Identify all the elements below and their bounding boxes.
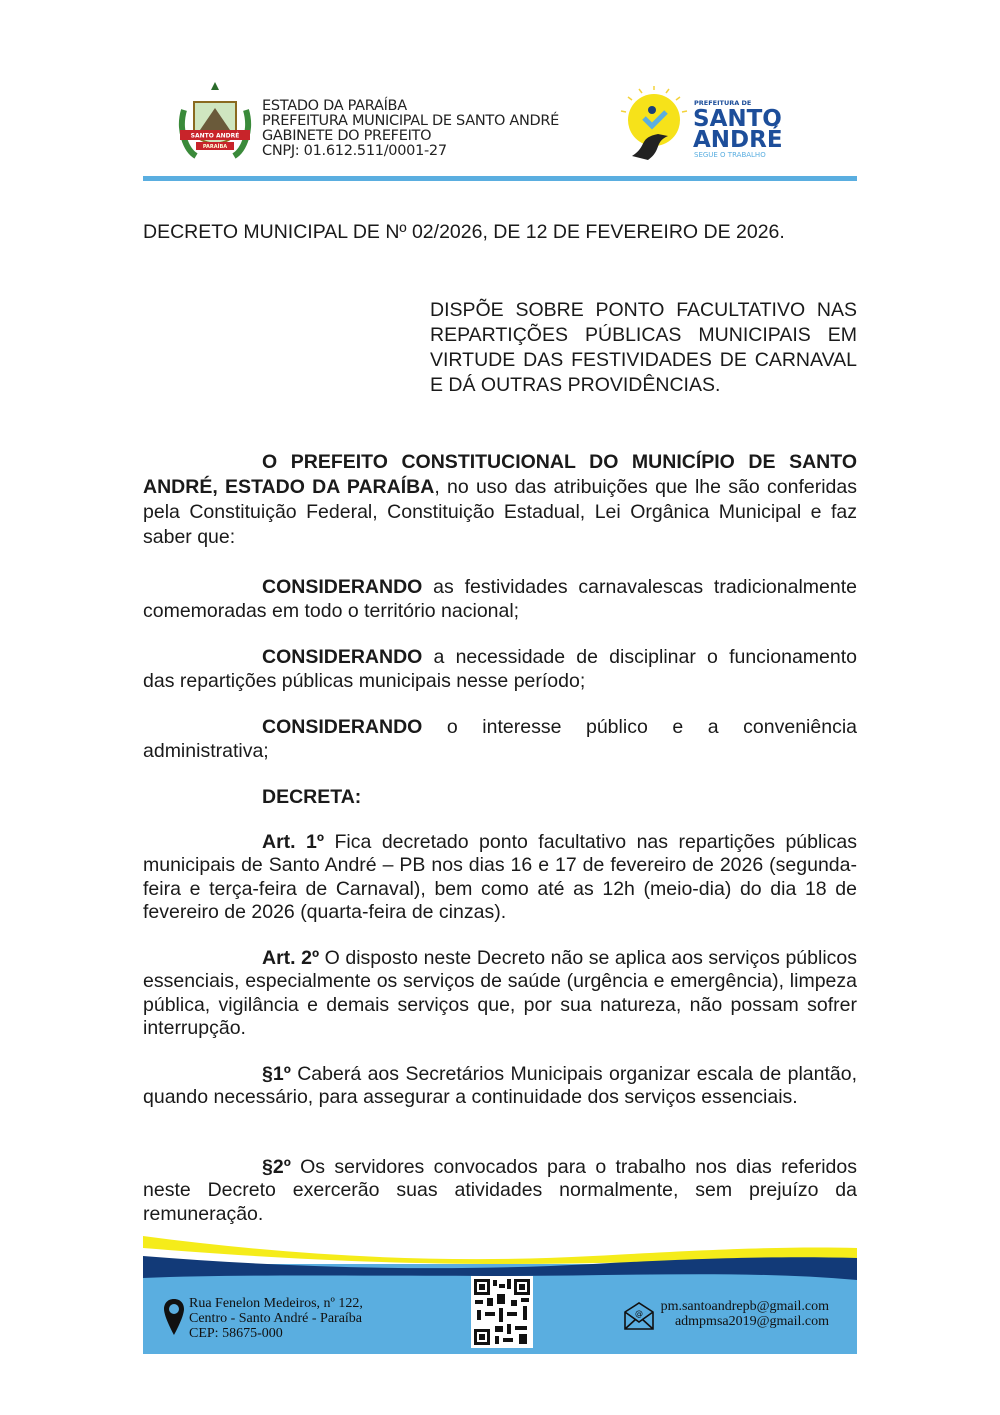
logo-line1: SANTO bbox=[693, 106, 782, 132]
bold-lead: §1º bbox=[262, 1063, 291, 1085]
bold-lead: Art. 1º bbox=[262, 831, 325, 853]
bold-lead: DECRETA: bbox=[262, 786, 362, 808]
summary-line: VIRTUDE DAS FESTIVIDADES DE CARNAVAL bbox=[430, 349, 857, 371]
svg-text:@: @ bbox=[635, 1309, 643, 1318]
decree-summary bbox=[430, 298, 857, 398]
paragraph-text: Os servidores convocados para o trabalho nos dias referidos neste Decreto exercerão suas atividades normalmente, sem prejuízo da remuneração. bbox=[143, 1156, 857, 1225]
svg-text:SANTO ANDRÉ: SANTO ANDRÉ bbox=[190, 132, 240, 140]
footer-banner bbox=[143, 1234, 857, 1354]
considerando-1 bbox=[143, 575, 857, 623]
paragraph-text: a necessidade de disciplinar o funcionamento das repartições públicas municipais nesse período; bbox=[143, 646, 857, 692]
email-link[interactable]: admpmsa2019@gmail.com bbox=[674, 1314, 829, 1329]
bold-lead: Art. 2º bbox=[262, 947, 320, 969]
decreta-heading bbox=[143, 785, 857, 809]
bold-lead: §2º bbox=[262, 1156, 291, 1178]
header-line: CNPJ: 01.612.511/0001-27 bbox=[262, 143, 447, 159]
preamble-paragraph bbox=[143, 450, 857, 550]
header-line: ESTADO DA PARAÍBA bbox=[262, 98, 407, 114]
paragraph-text: , no uso das atribuições que lhe são conferidas pela Constituição Federal, Constituição Estadual, Lei Orgânica Municipal e faz saber que: bbox=[143, 476, 857, 548]
bold-lead: CONSIDERANDO bbox=[262, 646, 423, 668]
qr-code[interactable] bbox=[471, 1276, 533, 1348]
paragraph-1 bbox=[143, 1063, 857, 1110]
logo-small: PREFEITURA DE bbox=[694, 99, 752, 107]
svg-text:PARAÍBA: PARAÍBA bbox=[202, 144, 228, 150]
considerando-3 bbox=[143, 715, 857, 763]
bold-lead: CONSIDERANDO bbox=[262, 716, 423, 738]
bold-lead: O PREFEITO CONSTITUCIONAL DO MUNICÍPIO DE SANTO ANDRÉ, ESTADO DA PARAÍBA bbox=[143, 451, 857, 498]
header-line: PREFEITURA MUNICIPAL DE SANTO ANDRÉ bbox=[262, 113, 560, 129]
header-line: GABINETE DO PREFEITO bbox=[262, 128, 432, 144]
article-1 bbox=[143, 831, 857, 924]
summary-line: REPARTIÇÕES PÚBLICAS MUNICIPAIS EM bbox=[430, 324, 857, 346]
bold-lead: CONSIDERANDO bbox=[262, 576, 423, 598]
footer-address bbox=[189, 1296, 363, 1341]
paragraph-text: Caberá aos Secretários Municipais organizar escala de plantão, quando necessário, para assegurar a continuidade dos serviços essenciais. bbox=[143, 1063, 857, 1109]
decree-title: DECRETO MUNICIPAL DE Nº 02/2026, DE 12 DE FEVEREIRO DE 2026. bbox=[143, 221, 785, 243]
email-link[interactable]: pm.santoandrepb@gmail.com bbox=[660, 1299, 829, 1314]
paragraph-2 bbox=[143, 1156, 857, 1226]
address-line: Rua Fenelon Medeiros, nº 122, bbox=[189, 1296, 363, 1311]
municipal-coat-of-arms bbox=[176, 80, 254, 162]
footer-emails bbox=[661, 1299, 829, 1329]
paragraph-text: o interesse público e a conveniência administrativa; bbox=[143, 716, 857, 762]
paragraph-text: O disposto neste Decreto não se aplica aos serviços públicos essenciais, especialmente os serviços de saúde (urgência e emergência), limpeza pública, vigilância e demais serviços que, por sua natureza, não possam sofrer interrupção. bbox=[143, 947, 857, 1039]
summary-line: E DÁ OUTRAS PROVIDÊNCIAS. bbox=[430, 374, 721, 396]
header-divider bbox=[143, 176, 857, 181]
santo-andre-logo bbox=[618, 86, 793, 160]
paragraph-text: as festividades carnavalescas tradicionalmente comemoradas em todo o território nacional; bbox=[143, 576, 857, 622]
address-line: CEP: 58675-000 bbox=[189, 1326, 283, 1341]
location-pin-icon bbox=[163, 1298, 185, 1336]
considerando-2 bbox=[143, 645, 857, 693]
article-2 bbox=[143, 947, 857, 1040]
address-line: Centro - Santo André - Paraíba bbox=[189, 1311, 363, 1326]
header-institution bbox=[262, 99, 559, 159]
logo-slogan: SEGUE O TRABALHO bbox=[694, 151, 766, 159]
logo-line2: ANDRÉ bbox=[693, 127, 783, 153]
summary-line: DISPÕE SOBRE PONTO FACULTATIVO NAS bbox=[430, 299, 857, 321]
paragraph-text: Fica decretado ponto facultativo nas repartições públicas municipais de Santo André – PB nos dias 16 e 17 de fevereiro de 2026 (segunda-feira e terça-feira de Carnaval), bem como até as 12h (meio-dia) do dia 18 de fevereiro de 2026 (quarta-feira de cinzas). bbox=[143, 831, 857, 923]
email-envelope-icon bbox=[623, 1302, 655, 1330]
